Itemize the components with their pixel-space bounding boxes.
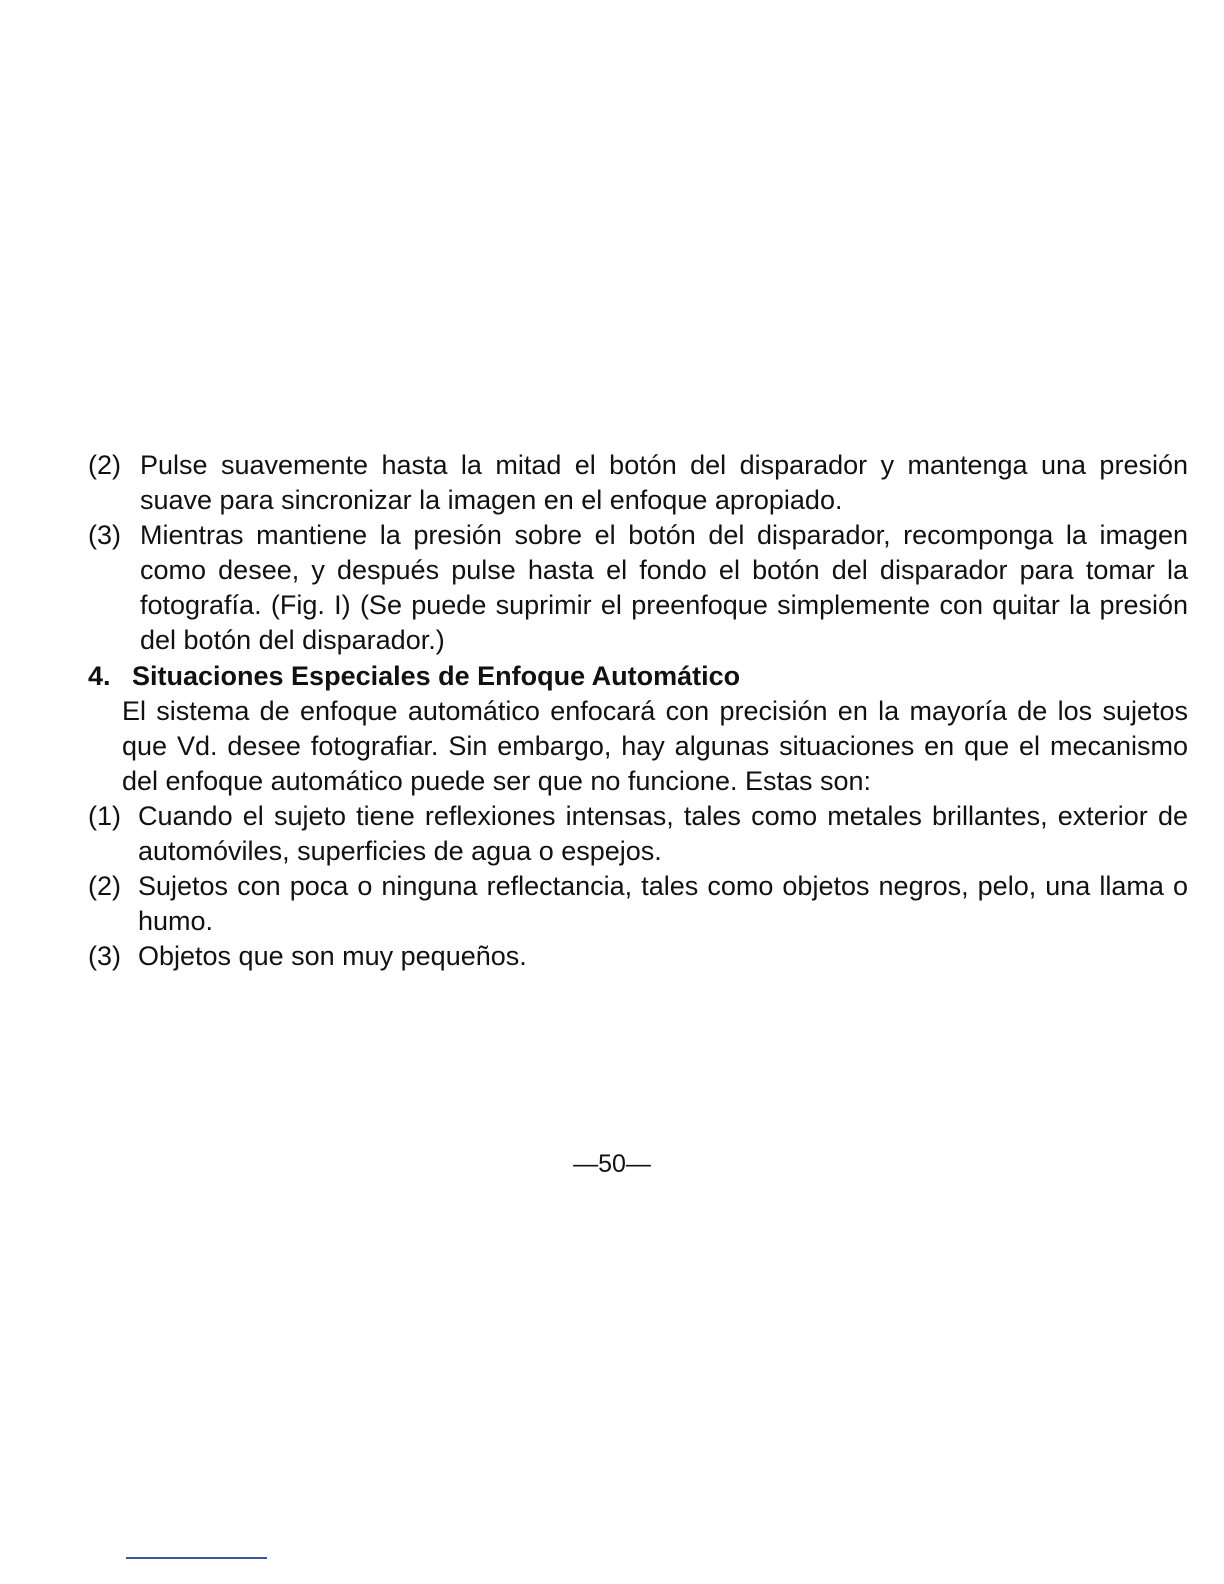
list-item <box>88 799 1188 869</box>
step-item <box>88 518 1188 658</box>
list-item-text: Objetos que son muy pequeños. <box>138 941 527 971</box>
section-heading <box>88 659 1188 694</box>
step-text: Pulse suavemente hasta la mitad el botón del disparador y mantenga una presión suave para sincronizar la imagen en el enfoque apropiado. <box>140 450 1188 515</box>
section-title: Situaciones Especiales de Enfoque Automático <box>132 661 741 691</box>
step-item <box>88 448 1188 518</box>
page-number: —50— <box>573 1150 651 1178</box>
list-item-number: (2) <box>88 871 121 901</box>
list-item <box>88 869 1188 939</box>
list-item-text: Sujetos con poca o ninguna reflectancia, tales como objetos negros, pelo, una llama o humo. <box>138 871 1188 936</box>
section-number: 4. <box>88 661 111 691</box>
list-item-text: Cuando el sujeto tiene reflexiones intensas, tales como metales brillantes, exterior de automóviles, superficies de agua o espejos. <box>138 801 1188 866</box>
list-item-number: (1) <box>88 801 121 831</box>
step-number: (2) <box>88 450 121 480</box>
step-text: Mientras mantiene la presión sobre el botón del disparador, recomponga la imagen como desee, y después pulse hasta el fondo el botón del disparador para tomar la fotografía. (Fig. I) (Se puede suprimir el preenfoque simplemente con quitar la presión del botón del disparador.) <box>140 520 1188 655</box>
section-intro: El sistema de enfoque automático enfocará con precisión en la mayoría de los sujetos que Vd. desee fotografiar. Sin embargo, hay algunas situaciones en que el mecanismo del enfoque automático puede ser que no funcione. Estas son: <box>122 696 1188 796</box>
list-item-number: (3) <box>88 941 121 971</box>
footer-rule <box>126 1557 267 1559</box>
list-item <box>88 939 1188 974</box>
page-content <box>88 448 1188 974</box>
step-number: (3) <box>88 520 121 550</box>
